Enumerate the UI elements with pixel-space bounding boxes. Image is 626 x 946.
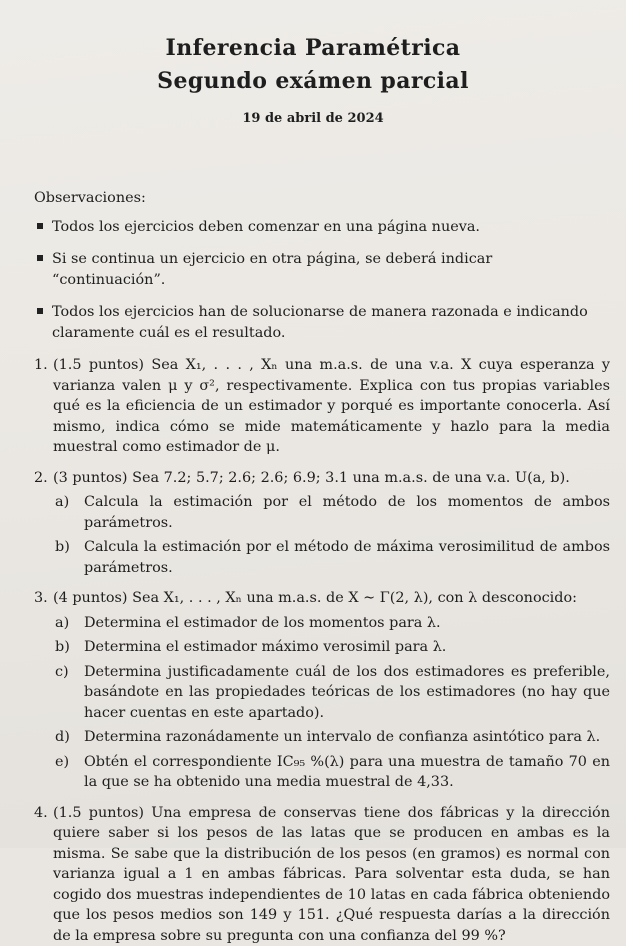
exercise-statement: (1.5 puntos) Sea X₁, . . . , Xₙ una m.a.s. de una v.a. X cuya esperanza y varianza valen μ y σ², respectivamente. Explica con tus propias variables qué es la eficiencia de un estimador y porqué es importante conocerla. Así mismo, indica cómo se mide matemáticamente y hazlo para la media muestral como estimador de μ. — [53, 357, 610, 455]
part-text: Obtén el correspondiente IC₉₅ %(λ) para una muestra de tamaño 70 en la que se ha obtenido una media muestral de 4,33. — [84, 754, 610, 791]
exercise-part — [53, 662, 610, 724]
part-text: Determina el estimador de los momentos para λ. — [84, 615, 441, 631]
observation-item — [34, 302, 610, 343]
exercise-number: 1. — [34, 355, 48, 376]
exercise-part — [53, 613, 610, 634]
part-label: a) — [55, 492, 69, 513]
part-text: Determina el estimador máximo verosimil para λ. — [84, 639, 446, 655]
exam-header — [0, 32, 626, 126]
exercise-parts — [53, 613, 610, 793]
part-text: Calcula la estimación por el método de máxima verosimilitud de ambos parámetros. — [84, 539, 610, 576]
exercise-statement: (3 puntos) Sea 7.2; 5.7; 2.6; 2.6; 6.9; 3.1 una m.a.s. de una v.a. U(a, b). — [53, 470, 570, 486]
part-label: b) — [55, 537, 70, 558]
exercise-statement: (1.5 puntos) Una empresa de conservas tiene dos fábricas y la dirección quiere saber si los pesos de las latas que se producen en ambas es la misma. Se sabe que la distribución de los pesos (en gramos) es normal con varianza igual a 1 en ambas fábricas. Para solventar esta duda, se han cogido dos muestras independientes de 10 latas en cada fábrica obteniendo que los pesos medios son 149 y 151. ¿Qué respuesta darías a la dirección de la empresa sobre su pregunta con una confianza del 99 %? — [53, 805, 610, 944]
part-label: b) — [55, 637, 70, 658]
exercise-statement: (4 puntos) Sea X₁, . . . , Xₙ una m.a.s. de X ∼ Γ(2, λ), con λ desconocido: — [53, 590, 577, 606]
bullet-square-icon — [37, 255, 43, 261]
observation-text: Si se continua un ejercicio en otra página, se deberá indicar “continuación”. — [52, 251, 492, 288]
exercise-number: 4. — [34, 803, 48, 824]
observation-item — [34, 217, 610, 238]
course-title: Inferencia Paramétrica — [0, 32, 626, 65]
observation-text: Todos los ejercicios han de solucionarse de manera razonada e indicando claramente cuál es el resultado. — [52, 304, 588, 341]
exercise-2 — [34, 468, 610, 579]
observations-title: Observaciones: — [34, 188, 610, 209]
exercise-part — [53, 492, 610, 533]
exercise-part — [53, 727, 610, 748]
exercise-4 — [34, 803, 610, 946]
observation-item — [34, 249, 610, 290]
part-text: Calcula la estimación por el método de los momentos de ambos parámetros. — [84, 494, 610, 531]
exercise-parts — [53, 492, 610, 578]
part-text: Determina justificadamente cuál de los dos estimadores es preferible, basándote en las propiedades teóricas de los estimadores (no hay que hacer cuentas en este apartado). — [84, 664, 610, 721]
part-label: e) — [55, 752, 69, 773]
exercise-number: 3. — [34, 588, 48, 609]
part-label: c) — [55, 662, 69, 683]
part-label: d) — [55, 727, 70, 748]
exercise-3 — [34, 588, 610, 793]
exercise-part — [53, 752, 610, 793]
exercise-part — [53, 537, 610, 578]
exercise-part — [53, 637, 610, 658]
exercise-number: 2. — [34, 468, 48, 489]
exam-date: 19 de abril de 2024 — [0, 111, 626, 126]
exam-title: Segundo exámen parcial — [0, 65, 626, 98]
part-label: a) — [55, 613, 69, 634]
bullet-square-icon — [37, 223, 43, 229]
exercise-1 — [34, 355, 610, 458]
observation-text: Todos los ejercicios deben comenzar en una página nueva. — [52, 219, 480, 235]
exam-body — [34, 188, 610, 946]
bullet-square-icon — [37, 308, 43, 314]
part-text: Determina razonádamente un intervalo de confianza asintótico para λ. — [84, 729, 600, 745]
observations-list — [34, 217, 610, 344]
